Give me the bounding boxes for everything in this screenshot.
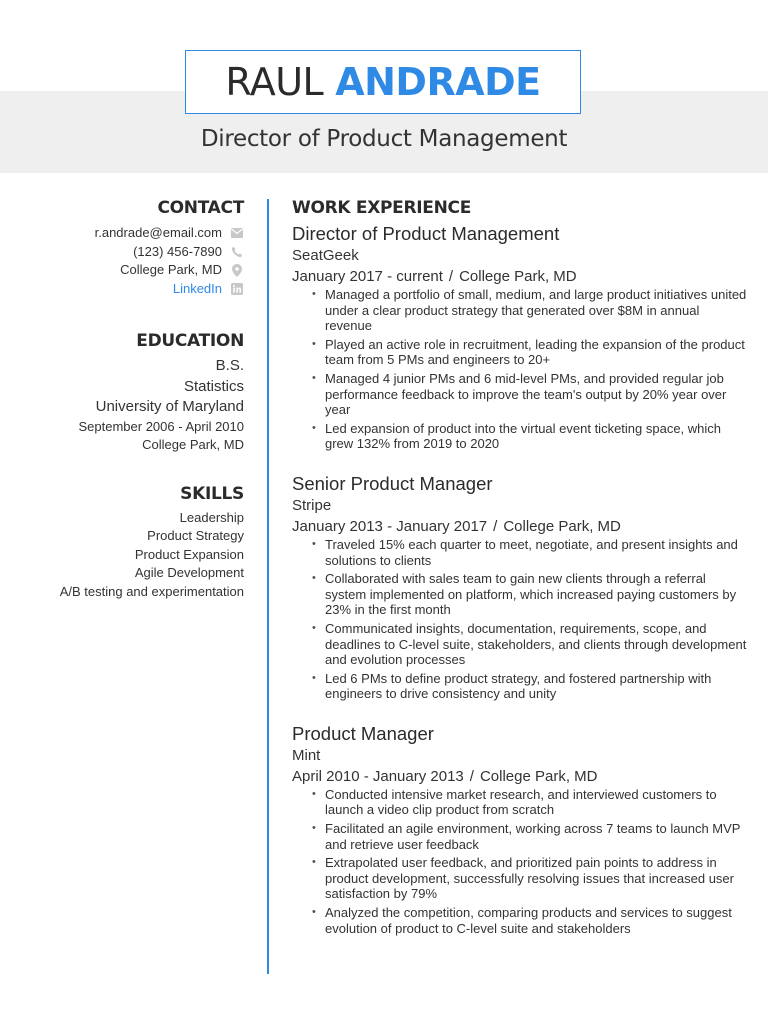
meta-separator: / <box>493 517 498 535</box>
envelope-icon <box>230 226 244 240</box>
job-title: Senior Product Manager <box>292 472 493 494</box>
job-bullet: • Played an active role in recruitment, leading the expansion of the product team from 5 PMs and engineers to 20+ <box>325 337 747 368</box>
skills-heading: SKILLS <box>180 483 244 504</box>
job-bullet: • Collaborated with sales team to gain new clients through a referral system implemented on platform, which increased paying customers by 23% in the first month <box>325 571 747 618</box>
job-meta <box>292 516 747 537</box>
job-bullet: • Traveled 15% each quarter to meet, negotiate, and present insights and solutions to clients <box>325 537 747 568</box>
job-bullet: • Conducted intensive market research, and interviewed customers to launch a video clip product from scratch <box>325 787 747 818</box>
job-title: Director of Product Management <box>292 223 560 244</box>
job-meta <box>292 266 747 287</box>
job-bullet: • Managed a portfolio of small, medium, and large product initiatives united under a clear product strategy that generated over $8M in annual revenue <box>325 287 747 334</box>
linkedin-icon <box>230 282 244 296</box>
job-bullet: • Analyzed the competition, comparing products and services to suggest evolution of product to C-level suite and stakeholders <box>325 905 747 936</box>
job-bullets <box>292 287 747 452</box>
contact-location <box>0 261 244 280</box>
skills-section <box>0 484 244 602</box>
job-entry <box>292 222 747 452</box>
job-title-heading: Director of Product Management <box>200 126 568 152</box>
job-location: College Park, MD <box>479 767 598 785</box>
right-column <box>292 198 747 939</box>
left-column <box>0 198 244 601</box>
education-school: University of Maryland <box>95 398 244 415</box>
map-pin-icon <box>230 263 244 277</box>
job-bullet: • Managed 4 junior PMs and 6 mid-level PMs, and provided regular job performance feedback to improve the team's output by 20% year over year <box>325 371 747 418</box>
job-bullet: • Communicated insights, documentation, requirements, scope, and deadlines to C-level suite, stakeholders, and clients through development and evolution processes <box>325 621 747 668</box>
skill-item: Leadership <box>179 509 244 525</box>
meta-separator: / <box>448 268 454 285</box>
education-location: College Park, MD <box>142 436 244 452</box>
first-name: RAUL <box>225 60 324 104</box>
job-location: College Park, MD <box>459 268 577 285</box>
location-text: College Park, MD <box>120 262 222 277</box>
education-field: Statistics <box>183 377 244 395</box>
contact-linkedin[interactable] <box>0 280 244 299</box>
education-heading: EDUCATION <box>136 331 244 351</box>
last-name: ANDRADE <box>335 60 541 104</box>
education-section <box>0 331 244 454</box>
contact-phone[interactable] <box>0 243 244 262</box>
email-text[interactable]: r.andrade@email.com <box>94 225 222 240</box>
skill-item: Agile Development <box>134 565 244 580</box>
phone-text[interactable]: (123) 456-7890 <box>133 243 222 259</box>
job-dates: January 2017 - current <box>292 268 443 285</box>
job-location: College Park, MD <box>503 517 621 535</box>
contact-email[interactable] <box>0 224 244 243</box>
column-divider <box>267 199 269 974</box>
job-dates: January 2013 - January 2017 <box>292 517 488 535</box>
contact-heading: CONTACT <box>157 198 244 218</box>
linkedin-link[interactable]: LinkedIn <box>172 280 222 296</box>
job-bullet: • Extrapolated user feedback, and prioritized pain points to address in product development, successfully resolving issues that increased user satisfaction by 79% <box>325 855 747 902</box>
job-bullet: • Led 6 PMs to define product strategy, and fostered partnership with engineers to drive consistency and unity <box>325 671 747 702</box>
job-entry <box>292 472 747 702</box>
job-title: Product Manager <box>292 722 434 744</box>
skill-item: Product Expansion <box>134 546 244 562</box>
job-meta <box>292 766 747 787</box>
job-company: Mint <box>292 746 321 764</box>
job-company: SeatGeek <box>292 247 359 264</box>
job-company: Stripe <box>292 496 332 514</box>
education-dates: September 2006 - April 2010 <box>78 418 244 434</box>
job-bullet: • Led expansion of product into the virtual event ticketing space, which grew 132% from 2019 to 2020 <box>325 421 747 452</box>
job-bullet: • Facilitated an agile environment, working across 7 teams to launch MVP and retrieve user feedback <box>325 821 747 852</box>
job-bullets <box>292 787 747 936</box>
phone-icon <box>230 245 244 259</box>
skill-item: Product Strategy <box>147 528 244 543</box>
job-entry <box>292 722 747 936</box>
skill-item: A/B testing and experimentation <box>59 583 244 599</box>
contact-section <box>0 198 244 298</box>
work-experience-heading: WORK EXPERIENCE <box>292 198 472 218</box>
meta-separator: / <box>469 767 474 785</box>
name-box <box>185 50 581 114</box>
job-bullets <box>292 537 747 702</box>
education-degree: B.S. <box>215 357 244 374</box>
job-dates: April 2010 - January 2013 <box>292 767 464 785</box>
